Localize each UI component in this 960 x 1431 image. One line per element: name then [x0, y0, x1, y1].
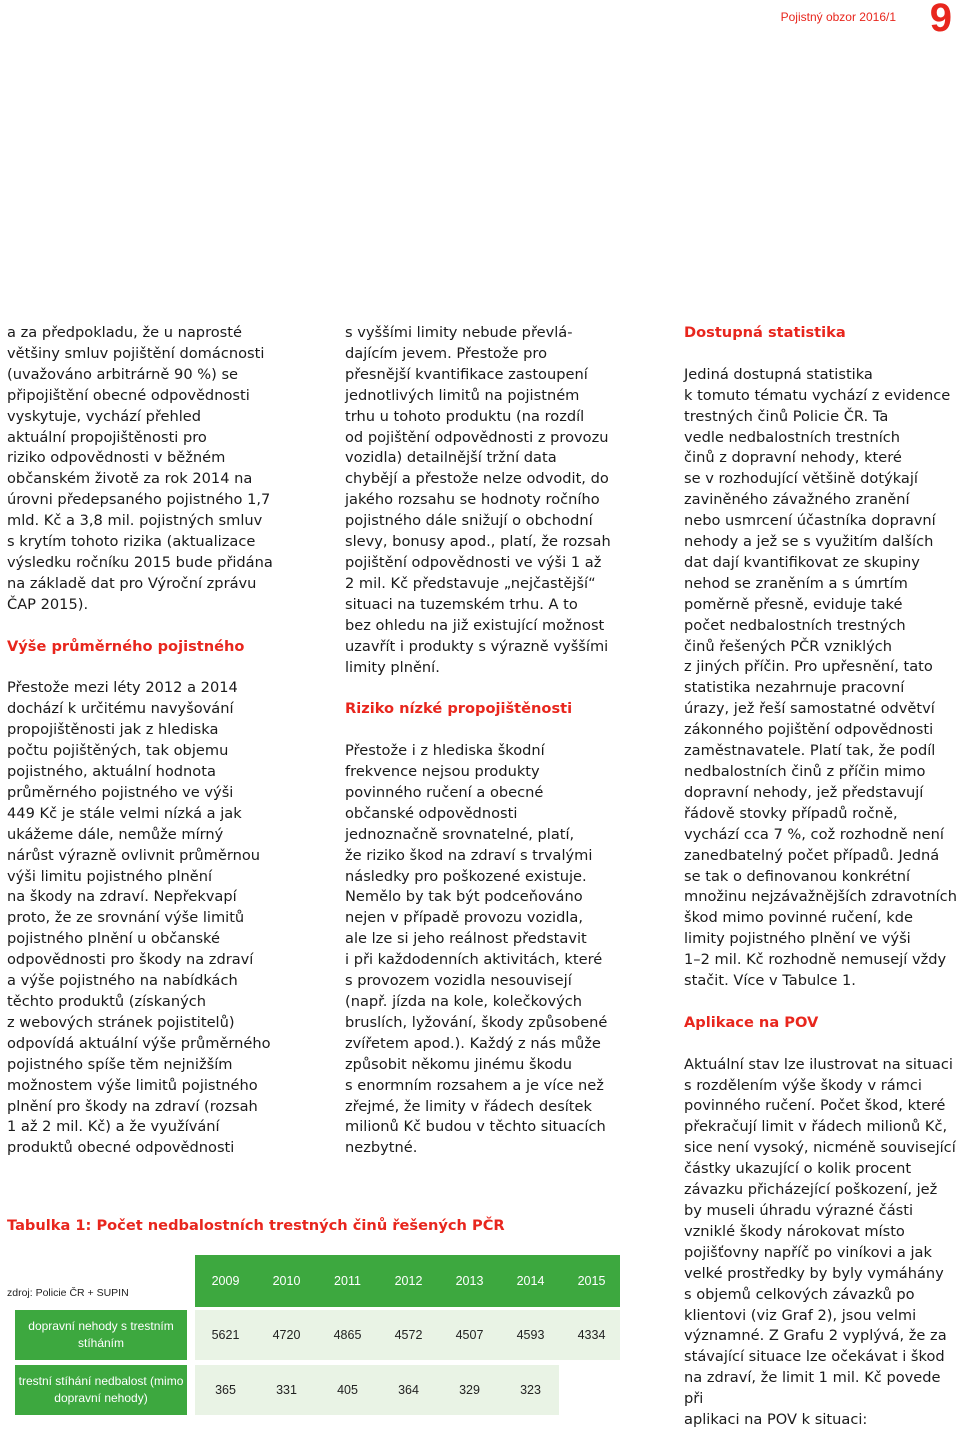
- text-line: aktuální propojištěnosti pro: [7, 428, 207, 446]
- text-line: se v rozhodující většině dotýkají: [684, 470, 918, 488]
- table-cell-traffic: 4593: [516, 1328, 545, 1342]
- table-cell-traffic: 4865: [333, 1328, 362, 1342]
- text-line: zákonného pojištění odpovědnosti: [684, 721, 934, 739]
- col3-paragraph-2: [684, 1055, 960, 1431]
- col2-paragraph-1: [345, 323, 645, 678]
- column-2: [345, 323, 645, 1159]
- table-cell-non-traffic: 405: [337, 1383, 358, 1397]
- table-cell-traffic: 4720: [272, 1328, 301, 1342]
- text-line: stávající situace lze očekávat i škod: [684, 1348, 945, 1366]
- text-line: plnění pro škody na zdraví (rozsah: [7, 1097, 258, 1115]
- col3-heading-available-statistics: Dostupná statistika: [684, 324, 846, 341]
- text-line: slevy, bonusy apod., platí, že rozsah: [345, 533, 611, 551]
- text-line: výsledku ročníku 2015 bude přidána: [7, 553, 273, 571]
- text-line: nehod se zraněním a s úmrtím: [684, 574, 908, 592]
- page-number: 9: [929, 0, 952, 40]
- table-cell-non-traffic: 329: [459, 1383, 480, 1397]
- text-line: z webových stránek pojistitelů): [7, 1013, 235, 1031]
- table-year-cell: 2010: [272, 1274, 301, 1288]
- text-line: většiny smluv pojištění domácnosti: [7, 344, 265, 362]
- text-line: povinného ručení. Počet škod, které: [684, 1097, 946, 1115]
- text-line: překračují limit v řádech milionů Kč,: [684, 1118, 948, 1136]
- text-line: Přestože mezi léty 2012 a 2014: [7, 679, 238, 697]
- col3-paragraph-1: [684, 365, 960, 992]
- text-line: nezbytné.: [345, 1139, 418, 1157]
- text-line: s krytím tohoto rizika (aktualizace: [7, 533, 256, 551]
- text-line: Aktuální stav lze ilustrovat na situaci: [684, 1055, 953, 1073]
- table-year-cell: 2014: [516, 1274, 545, 1288]
- text-line: nebo usmrcení účastníka dopravní: [684, 512, 936, 530]
- text-line: bruslích, lyžování, škody způsobené: [345, 1013, 608, 1031]
- col1-heading-average-premium: Výše průměrného pojistného: [7, 637, 245, 655]
- text-line: pojistného spíše těm nejnižším: [7, 1055, 233, 1073]
- text-line: vyskytuje, vychází přehled: [7, 407, 202, 425]
- text-line: bez ohledu na již existující možnost: [345, 616, 605, 634]
- table-year-cell: 2012: [394, 1274, 423, 1288]
- col3-heading-pov-application: Aplikace na POV: [684, 1013, 819, 1031]
- header-title: Pojistný obzor 2016/1: [780, 10, 896, 24]
- text-line: vzniklé škody nárokovat místo: [684, 1222, 905, 1240]
- text-line: škod mimo povinné ručení, kde: [684, 909, 913, 927]
- text-line: s vyššími limity nebude převlá-: [345, 324, 573, 341]
- text-line: řádově stovky případů ročně,: [684, 804, 898, 822]
- table-cell-non-traffic: 364: [398, 1383, 419, 1397]
- text-line: trestných činů Policie ČR. Ta: [684, 407, 889, 425]
- text-line: na základě dat pro Výroční zprávu: [7, 574, 257, 592]
- text-line: zanedbatelný počet případů. Jedná: [684, 846, 940, 864]
- text-line: limity plnění.: [345, 658, 440, 676]
- text-line: významné. Z Grafu 2 vyplývá, že za: [684, 1327, 947, 1345]
- table-cell-non-traffic: 365: [215, 1383, 236, 1397]
- text-line: občanské odpovědnosti: [345, 804, 518, 822]
- text-line: statistika nezahrnuje pracovní: [684, 679, 905, 697]
- text-line: ČAP 2015).: [7, 595, 89, 613]
- text-line: následky pro poškozené existuje.: [345, 867, 587, 885]
- text-line: dat dají kvantifikovat ze skupiny: [684, 553, 920, 571]
- table-row-label-traffic: dopravní nehody s trestním stíháním: [15, 1310, 187, 1360]
- text-line: situaci na tuzemském trhu. A to: [345, 595, 578, 613]
- text-line: s objemů celkových závazků po: [684, 1285, 915, 1303]
- column-1: [7, 323, 307, 1159]
- text-line: občanském životě za rok 2014 na: [7, 470, 253, 488]
- text-line: nehody a jež se s využitím dalších: [684, 533, 934, 551]
- text-line: jakého rozsahu se hodnoty ročního: [345, 491, 600, 509]
- text-line: 1 až 2 mil. Kč) a že využívání: [7, 1118, 220, 1136]
- text-line: úrovni předepsaného pojistného 1,7: [7, 491, 271, 509]
- text-line: limity pojistného plnění ve výši: [684, 930, 911, 948]
- text-line: chybějí a přestože nelze odvodit, do: [345, 470, 609, 488]
- col2-heading-underinsurance-risk: Riziko nízké propojištěnosti: [345, 700, 573, 718]
- column-3: [684, 323, 960, 1431]
- text-line: činů z dopravní nehody, které: [684, 449, 902, 467]
- table-title: Tabulka 1: Počet nedbalostních trestných činů řešených PČR: [7, 1217, 505, 1234]
- text-line: z jiných příčin. Pro upřesnění, tato: [684, 658, 933, 676]
- text-line: závazku přicházející poškození, jež: [684, 1181, 938, 1199]
- text-line: vedle nedbalostních trestních: [684, 428, 901, 446]
- text-line: se tak o definovanou konkrétní: [684, 867, 911, 885]
- text-line: i při každodenních aktivitách, které: [345, 951, 603, 969]
- table-cell-non-traffic: 323: [520, 1383, 541, 1397]
- text-line: odpovědnosti pro škody na zdraví: [7, 951, 254, 969]
- text-line: činů řešených PČR vzniklých: [684, 637, 893, 655]
- text-line: jednoznačně srovnatelné, platí,: [345, 825, 575, 843]
- text-line: zvířetem apod.). Každý z nás může: [345, 1034, 601, 1052]
- table-cell-non-traffic: 331: [276, 1383, 297, 1397]
- text-line: způsobit někomu jinému škodu: [345, 1055, 572, 1073]
- text-line: přesnější kvantifikace zastoupení: [345, 365, 588, 383]
- col1-paragraph-2: [7, 678, 307, 1159]
- table-row-label-non-traffic: trestní stíhání nedbalost (mimo dopravní nehody): [15, 1365, 187, 1415]
- text-line: těchto produktů (získaných: [7, 992, 207, 1010]
- text-line: pojistného, aktuální hodnota: [7, 763, 216, 780]
- text-line: dajícím jevem. Přestože pro: [345, 344, 547, 362]
- text-line: dopravní nehody, jež představují: [684, 783, 924, 801]
- text-line: (např. jízda na kole, kolečkových: [345, 992, 583, 1010]
- text-line: ukážeme dále, nemůže mírný: [7, 825, 224, 843]
- text-line: množinu nejzávažnějších zdravotních: [684, 888, 957, 906]
- text-line: na škody na zdraví. Nepřekvapí: [7, 888, 237, 906]
- text-line: že riziko škod na zdraví s trvalými: [345, 846, 593, 864]
- text-line: pojišťovny napříč po viníkovi a jak: [684, 1243, 932, 1261]
- text-line: (uvažováno arbitrárně 90 %) se: [7, 365, 239, 383]
- text-line: velké prostředky by byly vymáhány: [684, 1264, 944, 1282]
- text-line: klientovi (viz Graf 2), jsou velmi: [684, 1306, 917, 1324]
- table-cell-traffic: 4507: [455, 1328, 484, 1342]
- table-year-cell: 2015: [577, 1274, 606, 1288]
- text-line: proto, že ze srovnání výše limitů: [7, 909, 245, 927]
- text-line: zaviněného závažného zranění: [684, 491, 910, 509]
- text-line: milionů Kč budou v těchto situacích: [345, 1118, 606, 1136]
- text-line: trhu u tohoto produktu (na rozdíl: [345, 407, 585, 425]
- text-line: s provozem vozidla nesouvisejí: [345, 972, 572, 990]
- text-line: dochází k určitému navyšování: [7, 700, 234, 718]
- statistics-table: [7, 1255, 627, 1420]
- text-line: produktů obecné odpovědnosti: [7, 1139, 235, 1157]
- text-line: s rozdělením výše škody v rámci: [684, 1076, 922, 1094]
- text-line: od pojištění odpovědnosti z provozu: [345, 428, 609, 446]
- text-line: vychází cca 7 %, což rozhodně není: [684, 825, 944, 843]
- text-line: Nemělo by tak být podceňováno: [345, 888, 583, 906]
- text-line: částky ukazující o kolik procent: [684, 1160, 912, 1178]
- text-line: frekvence nejsou produkty: [345, 763, 540, 780]
- text-line: počet nedbalostních trestných: [684, 616, 906, 634]
- text-line: pojistného plnění u občanské: [7, 930, 220, 948]
- text-line: by museli úhradu výrazné části: [684, 1202, 914, 1220]
- text-line: výši limitu pojistného plnění: [7, 867, 213, 885]
- text-line: nárůst výrazně ovlivnit průměrnou: [7, 846, 261, 864]
- table-year-cell: 2011: [334, 1274, 361, 1288]
- text-line: zřejmé, že limity v řádech desítek: [345, 1097, 592, 1115]
- text-line: úrazy, jež řeší samostatné odvětví: [684, 700, 935, 718]
- table-year-cell: 2009: [211, 1274, 240, 1288]
- text-line: riziko odpovědnosti v běžném: [7, 449, 226, 467]
- text-line: pojištění odpovědnosti ve výši 1 až: [345, 553, 602, 571]
- table-cell-traffic: 4572: [394, 1328, 423, 1342]
- text-line: aplikaci na POV k situaci:: [684, 1411, 868, 1429]
- text-line: ale lze si jeho reálnost představit: [345, 930, 587, 948]
- text-line: povinného ručení a obecné: [345, 783, 544, 801]
- text-line: stačit. Více v Tabulce 1.: [684, 972, 856, 990]
- text-line: jednotlivých limitů na pojistném: [345, 386, 580, 404]
- col2-paragraph-2: [345, 741, 645, 1159]
- text-line: vozidla) detailnější tržní data: [345, 449, 557, 467]
- text-line: k tomuto tématu vychází z evidence: [684, 386, 951, 404]
- table-cell-traffic: 4334: [577, 1328, 606, 1342]
- text-line: zaměstnavatele. Platí tak, že podíl: [684, 742, 936, 760]
- text-line: 449 Kč je stále velmi nízká a jak: [7, 804, 242, 822]
- text-line: Jediná dostupná statistika: [684, 365, 873, 383]
- col1-paragraph-1: [7, 323, 307, 616]
- text-line: průměrného pojistného ve výši: [7, 783, 234, 801]
- text-line: možnostem výše limitů pojistného: [7, 1076, 258, 1094]
- text-line: na zdraví, že limit 1 mil. Kč povede při: [684, 1369, 941, 1408]
- text-line: počtu pojištěných, tak objemu: [7, 742, 229, 760]
- table-year-cell: 2013: [455, 1274, 484, 1288]
- text-line: pojistného dále snižují o obchodní: [345, 512, 593, 530]
- text-line: s enormním rozsahem a je více než: [345, 1076, 604, 1094]
- text-line: 1–2 mil. Kč rozhodně nemusejí vždy: [684, 951, 947, 969]
- text-line: propojištěnosti jak z hlediska: [7, 721, 219, 739]
- text-line: poměrně přesně, eviduje také: [684, 595, 903, 613]
- text-line: nedbalostních činů z příčin mimo: [684, 763, 926, 781]
- text-line: nejen v případě provozu vozidla,: [345, 909, 583, 927]
- text-line: uzavřít i produkty s výrazně vyššími: [345, 637, 609, 655]
- text-line: a výše pojistného na nabídkách: [7, 972, 238, 990]
- text-line: sice není vysoký, nicméně související: [684, 1139, 956, 1157]
- text-line: mld. Kč a 3,8 mil. pojistných smluv: [7, 512, 263, 530]
- text-line: a za předpokladu, že u naprosté: [7, 324, 242, 341]
- text-line: 2 mil. Kč představuje „nejčastější“: [345, 574, 596, 592]
- text-line: připojištění obecné odpovědnosti: [7, 386, 250, 404]
- table-source-note: zdroj: Policie ČR + SUPIN: [7, 1287, 129, 1299]
- text-line: Přestože i z hlediska škodní: [345, 742, 545, 760]
- table-cell-traffic: 5621: [211, 1328, 240, 1342]
- text-line: odpovídá aktuální výše průměrného: [7, 1034, 271, 1052]
